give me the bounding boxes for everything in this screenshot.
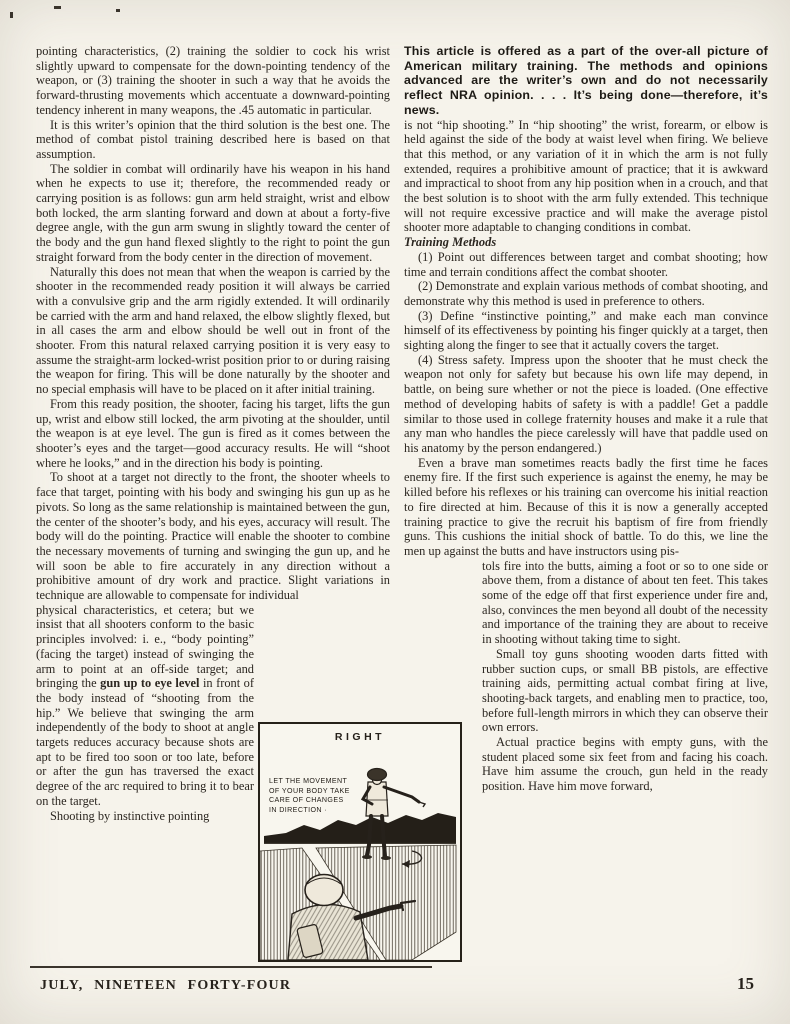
paragraph-body-pointing-wide: To shoot at a target not directly to the front, the shooter wheels to face that target, pointing with his body and swinging his gun up as he pivots. So long as the same relationship is maintained between the gun, the center of the shooter’s body, and his eyes, accuracy will result. The body will do the pointing. Practice will enable the shooter to combine the necessary movements of turning and swinging the gun up, and he will soon be able to fire accurately in any direction without a prohibitive amount of dry work and practice. Slight variations in technique are allowable to compensate for individual [36, 470, 390, 603]
paragraph-actual-practice: Actual practice begins with empty guns, with the student placed some six feet from and facing his coach. Have him assume the crouch, gun held in the ready position. Have him move forward, [482, 735, 768, 794]
paragraph-raise-and-fire: From this ready position, the shooter, facing his target, lifts the gun up, wrist and elbow still locked, the arm pivoting at the shoulder, until the weapon is at eye level. The gun is fired as it comes between the shooter’s eyes and the target—good accuracy results. He will “shoot where he looks,” and in the direction his body is pointing. [36, 396, 390, 470]
method-item-2: (2) Demonstrate and explain various methods of combat shooting, and demonstrate why this method is used in preference to others. [404, 279, 768, 308]
paragraph-toy-guns: Small toy guns shooting wooden darts fitted with rubber suction cups, or small BB pistols, are effective training aids, permitting actual combat firing at live, shooting-back targets, and enabling men to practice, too, before full-length mirrors in which they can observe their own errors. [482, 646, 768, 735]
horizon-line [264, 843, 456, 844]
figure-label: RIGHT [334, 731, 386, 743]
bold-gun-up-to-eye-level: gun up to eye level [100, 676, 200, 691]
figure-caption [269, 777, 350, 815]
footer-rule [30, 966, 432, 968]
paragraph-shooting-instinctive: Shooting by instinctive pointing [50, 808, 210, 823]
footer-issue-date: JULY, NINETEEN FORTY-FOUR [40, 978, 292, 993]
method-item-3: (3) Define “instinctive pointing,” and make each man convince himself of its effectiveness by pointing his finger quickly at a target, then sighting along the finger to see that it actually covers the target. [404, 308, 768, 353]
paragraph-baptism-of-fire-narrow: tols fire into the butts, aiming a foot or so to one side or above them, from a distance of about ten feet. This takes some of the edge off that first experience under fire and, also, convinces the men beyond all doubt of the necessity and importance of the training they are about to receive in shooting without taking time to sight. [482, 558, 768, 647]
figure-caption-line: CARE OF CHANGES [269, 796, 344, 805]
treeline [264, 813, 456, 843]
training-illustration [258, 722, 462, 962]
page-number: 15 [737, 974, 754, 993]
figure-caption-line: LET THE MOVEMENT [269, 777, 348, 785]
paragraph-ready-position: The soldier in combat will ordinarily have his weapon in his hand when he expects to use it; therefore, the recommended ready or carrying position is as follows: gun arm held straight, wrist and elbow both locked, the arm slanting forward and down at about a forty-five degree angle, with the gun arm swung in slightly toward the center of the body and the gun hand flexed slightly to the right to point the gun straight forward from the body center in the direction of movement. [36, 161, 390, 264]
scan-speck [10, 12, 13, 18]
method-item-1: (1) Point out differences between target and combat shooting; how time and terrain conditions affect the combat shooter. [404, 249, 768, 279]
scan-speck [54, 6, 61, 9]
paragraph-hip-shooting: is not “hip shooting.” In “hip shooting” the wrist, forearm, or elbow is held against the side of the body at waist level when firing. We believe that this method, or any variation of it in which the arm is not fully extended, requires a prohibitive amount of practice; that it is awkward and impractical to shoot from any hip position when in a crouch, and that the best solution is to shoot with the arm fully extended. This technique will not require excessive practice and will make the average pistol shooter more adaptable to changing conditions in combat. [404, 117, 768, 235]
paragraph-baptism-of-fire-wide: Even a brave man sometimes reacts badly the first time he faces enemy fire. If the first such experience is against the enemy, he may be killed before his reflexes or his training can overcome his initial reaction to fire directed at him. Because of this it is now a generally accepted training practice to give the recruit his baptism of fire from friendly guns. This cushions the initial shock of battle. To do this, we line the men up against the butts and have instructors using pis- [404, 455, 768, 558]
figure-caption-line: IN DIRECTION · [269, 805, 328, 814]
method-item-4: (4) Stress safety. Impress upon the shooter that he must check the weapon not only for safety but because his own life may depend, in battle, on being sure whether or not the piece is loaded. (One effective method of developing habits of safety is with a paddle! Get a paddle similar to those used in college fraternity houses and make it a rule that any man who handles the piece carelessly will have that paddle used on his anatomy by the person endangered.) [404, 352, 768, 455]
editor-note: This article is offered as a part of the over-all picture of American military training. The methods and opinions advanced are the writer’s own and do not necessarily reflect NRA opinion. . . . It’s being done—therefore, it’s news. [404, 44, 768, 117]
illustration-drawing [260, 724, 460, 960]
section-heading-training-methods: Training Methods [404, 235, 497, 250]
paragraph-text: physical characteristics, et cetera; but we insist that all shooters conform to the basic principles involved: i. e., “body pointing” (facing the target) instead of swinging the arm to point at an off-side target; and bringing the [36, 602, 254, 691]
figure-caption-line: OF YOUR BODY TAKE [269, 786, 350, 795]
paragraph-continuation: pointing characteristics, (2) training the soldier to cock his wrist slightly upward to compensate for the down-pointing tendency of the weapon, or (3) training the shooter in such a way that he avoids the forward-thrusting movements which accentuate a downward-pointing tendency inherent in many weapons, the .45 automatic in particular. [36, 44, 390, 117]
paragraph-text: in front of the body instead of “shooting from the hip.” We believe that swinging the arm independently of the body to shoot at angle targets reduces accuracy because shots are apt to be fired too soon or too late, before or after the gun has traversed the exact degree of the arc required to bring it to bear on the target. [36, 676, 254, 808]
paragraph-relaxed-carry: Naturally this does not mean that when the weapon is carried by the shooter in the recommended ready position it will always be carried with a convulsive grip and the arm rigidly extended. It will ordinarily be carried with the arm and hand relaxed, the elbow slightly flexed, but in all cases the arm and elbow should be well out in front of the shooter. From this natural relaxed carrying position it is very easy to assume the straight-arm locked-wrist position prior to or during raising the weapon for firing. This will be done naturally by the shooter and no special emphasis will have to be placed on it after initial training. [36, 264, 390, 397]
scan-speck [116, 9, 120, 12]
paragraph-writers-opinion: It is this writer’s opinion that the third solution is the best one. The method of combat pistol training described here is based on that assumption. [36, 117, 390, 161]
